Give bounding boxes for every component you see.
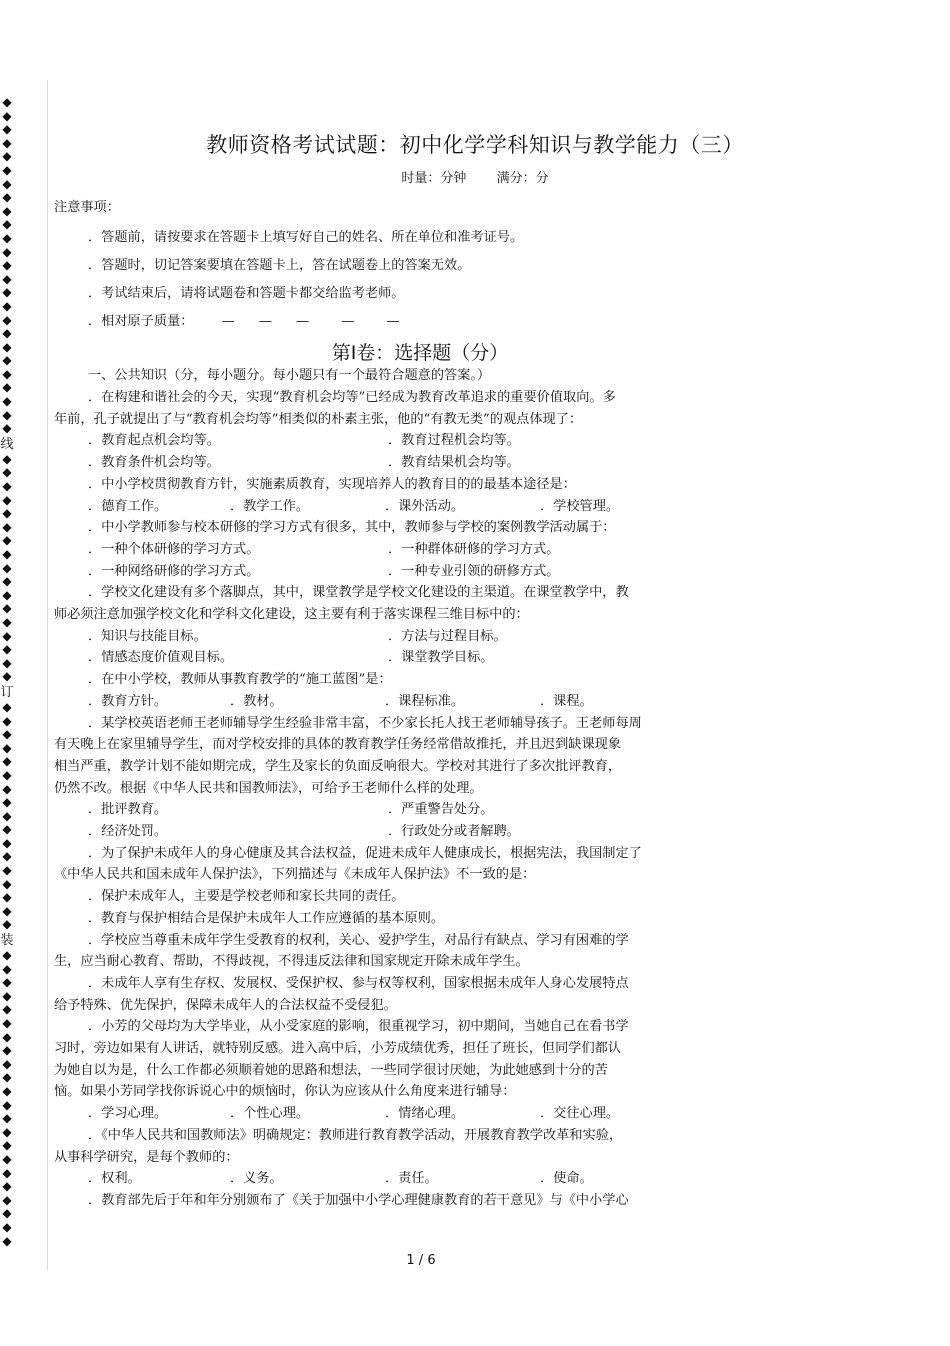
binding-diamond-icon: ◆ [2, 203, 12, 218]
binding-diamond-icon: ◆ [2, 808, 12, 823]
body-line: ．学校文化建设有多个落脚点，其中，课堂教学是学校文化建设的主渠道。在课堂教学中，教 [88, 585, 629, 601]
binding-diamond-icon: ◆ [2, 547, 12, 561]
answer-option: ．德育工作。 [88, 498, 168, 514]
binding-diamond-icon: ◆ [2, 1206, 12, 1221]
binding-diamond-icon: ◆ [2, 642, 12, 657]
binding-diamond-icon: ◆ [2, 767, 12, 782]
answer-option: ．课程标准。 [385, 693, 465, 709]
notice-item-atomic-mass [88, 313, 410, 331]
answer-option: ．行政处分或者解聘。 [388, 824, 520, 839]
binding-diamond-icon: ◆ [2, 1056, 12, 1071]
binding-diamond-icon: ◆ [2, 1192, 12, 1207]
binding-diamond-icon: ◆ [2, 421, 12, 436]
body-line: 相当严重，教学计划不能如期完成，学生及家长的负面反响很大。学校对其进行了多次批评教育， [54, 758, 622, 774]
answer-option: ．义务。 [230, 1171, 283, 1187]
answer-option: ．经济处罚。 [88, 824, 168, 839]
binding-diamond-icon: ◆ [2, 326, 12, 341]
binding-diamond-icon: ◆ [2, 1165, 12, 1180]
body-line: 师必须注意加强学校文化和学科文化建设，这主要有利于落实课程三维目标中的： [54, 607, 529, 622]
answer-option: ．一种群体研修的学习方式。 [388, 541, 560, 557]
binding-diamond-icon: ◆ [2, 669, 12, 684]
answer-option: ．知识与技能目标。 [88, 628, 207, 644]
answer-option: ．教育条件机会均等。 [88, 455, 220, 471]
binding-strip [0, 96, 14, 1256]
binding-diamond-icon: ◆ [2, 975, 12, 990]
binding-diamond-icon: ◆ [2, 492, 12, 507]
answer-option: ．教育起点机会均等。 [88, 433, 220, 449]
binding-diamond-icon: ◆ [2, 230, 12, 245]
answer-option: ．严重警告处分。 [388, 802, 494, 818]
binding-diamond-icon: ◆ [2, 574, 12, 589]
answer-option: ．责任。 [385, 1171, 438, 1187]
binding-diamond-icon: ◆ [2, 754, 12, 769]
mass-dash: — [258, 314, 272, 329]
binding-diamond-icon: ◆ [2, 948, 12, 963]
answer-option: ．教学工作。 [230, 498, 310, 514]
binding-diamond-icon: ◆ [2, 560, 12, 575]
body-line: ．在构建和谐社会的今天，实现“教育机会均等”已经成为教育改革追求的重要价值取向。多 [88, 390, 616, 405]
body-line: ．在中小学校，教师从事教育教学的“施工蓝图”是： [88, 672, 392, 688]
binding-diamond-icon: ◆ [2, 1043, 12, 1058]
binding-diamond-icon: ◆ [2, 149, 12, 164]
section-title: 第Ⅰ卷：选择题（分） [331, 342, 509, 364]
binding-diamond-icon: ◆ [2, 903, 12, 918]
body-line: 仍然不改。根据《中华人民共和国教师法》，可给予王老师什么样的处理。 [54, 780, 483, 796]
binding-diamond-icon: ◆ [2, 699, 12, 714]
binding-diamond-icon: ◆ [2, 298, 12, 313]
binding-diamond-icon: ◆ [2, 312, 12, 327]
answer-option: ．一种专业引领的研修方式。 [388, 563, 560, 579]
binding-diamond-icon: ◆ [2, 1233, 12, 1248]
binding-diamond-icon: ◆ [2, 863, 12, 878]
page-number: 1 / 6 [406, 1253, 436, 1268]
binding-diamond-icon: ◆ [2, 781, 12, 796]
binding-diamond-icon: ◆ [2, 614, 12, 629]
binding-diamond-icon: ◆ [2, 822, 12, 837]
answer-option: ．一种个体研修的学习方式。 [88, 541, 260, 557]
binding-diamond-icon: ◆ [2, 961, 12, 976]
binding-diamond-icon: ◆ [2, 740, 12, 755]
body-line: ．小芳的父母均为大学毕业，从小受家庭的影响，很重视学习，初中期间，当她自己在看书学 [88, 1019, 629, 1035]
notice-item: ．考试结束后，请将试题卷和答题卡都交给监考老师。 [88, 286, 405, 301]
mass-dash: — [341, 314, 355, 329]
binding-diamond-icon: ◆ [2, 407, 12, 422]
binding-diamond-icon: ◆ [2, 96, 12, 109]
answer-option: ．个性心理。 [230, 1106, 310, 1122]
answer-option: ．情感态度价值观目标。 [88, 650, 234, 666]
binding-diamond-icon: ◆ [2, 1029, 12, 1044]
body-line: ．某学校英语老师王老师辅导学生经验非常丰富，不少家长托人找王老师辅导孩子。王老师每周 [88, 715, 642, 731]
answer-option: ．批评教育。 [88, 802, 168, 818]
binding-diamond-icon: ◆ [2, 353, 12, 368]
body-line: ．保护未成年人，主要是学校老师和家长共同的责任。 [88, 889, 405, 905]
binding-diamond-icon: ◆ [2, 587, 12, 602]
binding-diamond-icon: ◆ [2, 713, 12, 728]
body-line: ．教育与保护相结合是保护未成年人工作应遵循的基本原则。 [88, 910, 445, 926]
binding-diamond-icon: ◆ [2, 366, 12, 381]
binding-diamond-icon: ◆ [2, 655, 12, 670]
body-line: 给予特殊、优先保护，保障未成年人的合法权益不受侵犯。 [54, 997, 397, 1013]
binding-diamond-icon: ◆ [2, 479, 12, 494]
binding-diamond-icon: ◆ [2, 271, 12, 286]
binding-diamond-icon: ◆ [2, 176, 12, 191]
body-line: 从事科学研究，是每个教师的： [54, 1149, 239, 1165]
answer-option: ．教育方针。 [88, 693, 168, 709]
answer-option: ．方法与过程目标。 [388, 628, 507, 644]
binding-diamond-icon: ◆ [2, 1151, 12, 1166]
binding-diamond-icon: ◆ [2, 533, 12, 548]
body-line: 《中华人民共和国未成年人保护法》，下列描述与《未成年人保护法》不一致的是： [54, 867, 536, 883]
body-line: ．学校应当尊重未成年学生受教育的权利，关心、爱护学生，对品行有缺点、学习有困难的学 [88, 932, 629, 948]
exam-meta [0, 170, 950, 188]
binding-diamond-icon: ◆ [2, 465, 12, 480]
body-line: ．为了保护未成年人的身心健康及其合法权益，促进未成年人健康成长，根据宪法，我国制定了 [88, 845, 642, 861]
binding-diamond-icon: ◆ [2, 849, 12, 864]
binding-label: 线 [0, 436, 14, 452]
notice-heading: 注意事项： [54, 200, 120, 215]
binding-diamond-icon: ◆ [2, 135, 12, 150]
body-line: ．《中华人民共和国教师法》明确规定：教师进行教育教学活动，开展教育教学改革和实验， [88, 1127, 623, 1143]
binding-diamond-icon: ◆ [2, 1179, 12, 1194]
binding-diamond-icon: ◆ [2, 1124, 12, 1139]
binding-diamond-icon: ◆ [2, 1070, 12, 1085]
binding-diamond-icon: ◆ [2, 1097, 12, 1112]
binding-diamond-icon: ◆ [2, 285, 12, 300]
notice-item-label: ．相对原子质量： [88, 314, 194, 329]
section-part-heading: 一、公共知识（分，每小题分。每小题只有一个最符合题意的答案。） [88, 368, 491, 383]
binding-diamond-icon: ◆ [2, 1138, 12, 1153]
binding-diamond-icon: ◆ [2, 1219, 12, 1234]
binding-diamond-icon: ◆ [2, 795, 12, 810]
binding-diamond-icon: ◆ [2, 628, 12, 643]
binding-diamond-icon: ◆ [2, 258, 12, 273]
mass-dash: — [296, 314, 310, 329]
body-line: 习时，旁边如果有人讲话，就特别反感。进入高中后，小芳成绩优秀，担任了班长，但同学们都认 [54, 1041, 622, 1056]
body-line: 年前，孔子就提出了与“教育机会均等”相类似的朴素主张，他的“有教无类”的观点体现了： [54, 411, 583, 427]
answer-option: ．情绪心理。 [385, 1106, 465, 1122]
body-line: 为她自以为是，什么工作都必须顺着她的思路和想法，一些同学很讨厌她，为此她感到十分的苦 [54, 1062, 608, 1078]
answer-option: ．权利。 [88, 1171, 141, 1187]
binding-diamond-icon: ◆ [2, 727, 12, 742]
answer-option: ．一种网络研修的学习方式。 [88, 563, 260, 579]
body-line: ．中小学教师参与校本研修的学习方式有很多，其中，教师参与学校的案例教学活动属于： [88, 520, 616, 536]
notice-item: ．答题前，请按要求在答题卡上填写好自己的姓名、所在单位和准考证号。 [88, 230, 524, 245]
body-line: ．中小学校贯彻教育方针，实施素质教育，实现培养人的教育目的的最基本途径是： [88, 476, 576, 492]
answer-option: ．使命。 [540, 1171, 593, 1187]
binding-diamond-icon: ◆ [2, 988, 12, 1003]
binding-diamond-icon: ◆ [2, 876, 12, 891]
answer-option: ．教育结果机会均等。 [388, 455, 520, 471]
binding-diamond-icon: ◆ [2, 1083, 12, 1098]
binding-label: 装 [0, 933, 14, 949]
binding-diamond-icon: ◆ [2, 506, 12, 521]
answer-option: ．交往心理。 [540, 1106, 620, 1122]
binding-diamond-icon: ◆ [2, 339, 12, 354]
binding-diamond-icon: ◆ [2, 451, 12, 466]
binding-diamond-icon: ◆ [2, 217, 12, 232]
body-line: 恼。如果小芳同学找你诉说心中的烦恼时，你认为应该从什么角度来进行辅导： [54, 1084, 516, 1100]
binding-diamond-icon: ◆ [2, 917, 12, 932]
binding-margin-line [47, 80, 48, 1270]
exam-score: 满分：分 [496, 171, 549, 186]
body-line: 生，应当耐心教育、帮助，不得歧视，不得违反法律和国家规定开除未成年学生。 [54, 954, 529, 970]
answer-option: ．教育过程机会均等。 [388, 433, 520, 449]
body-line: ．未成年人享有生存权、发展权、受保护权、参与权等权利，国家根据未成年人身心发展特点 [88, 975, 629, 991]
binding-diamond-icon: ◆ [2, 190, 12, 205]
mass-dash: — [221, 314, 235, 329]
answer-option: ．教材。 [230, 693, 283, 709]
body-line: 有天晚上在家里辅导学生，而对学校安排的具体的教育教学任务经常借故推托，并且迟到缺课现象 [54, 737, 622, 753]
body-line: ．教育部先后于年和年分别颁布了《关于加强中小学心理健康教育的若干意见》与《中小学心 [88, 1192, 629, 1208]
page-title: 教师资格考试试题：初中化学学科知识与教学能力（三） [206, 133, 744, 157]
binding-diamond-icon: ◆ [2, 162, 12, 177]
binding-diamond-icon: ◆ [2, 394, 12, 409]
exam-time: 时量：分钟 [401, 171, 467, 186]
binding-diamond-icon: ◆ [2, 519, 12, 534]
answer-option: ．学习心理。 [88, 1106, 168, 1122]
binding-diamond-icon: ◆ [2, 1016, 12, 1030]
answer-option: ．课外活动。 [385, 498, 465, 514]
answer-option: ．课程。 [540, 693, 593, 709]
binding-diamond-icon: ◆ [2, 244, 12, 259]
binding-diamond-icon: ◆ [2, 122, 12, 137]
binding-diamond-icon: ◆ [2, 1111, 12, 1126]
answer-option: ．课堂教学目标。 [388, 650, 494, 666]
binding-label: 订 [0, 684, 14, 700]
notice-item: ．答题时，切记答案要填在答题卡上，答在试题卷上的答案无效。 [88, 258, 471, 273]
mass-dash: — [386, 314, 400, 329]
binding-diamond-icon: ◆ [2, 380, 12, 395]
binding-diamond-icon: ◆ [2, 601, 12, 616]
answer-option: ．学校管理。 [540, 498, 620, 514]
binding-diamond-icon: ◆ [2, 108, 12, 123]
binding-diamond-icon: ◆ [2, 835, 12, 850]
binding-diamond-icon: ◆ [2, 1002, 12, 1017]
binding-diamond-icon: ◆ [2, 890, 12, 905]
